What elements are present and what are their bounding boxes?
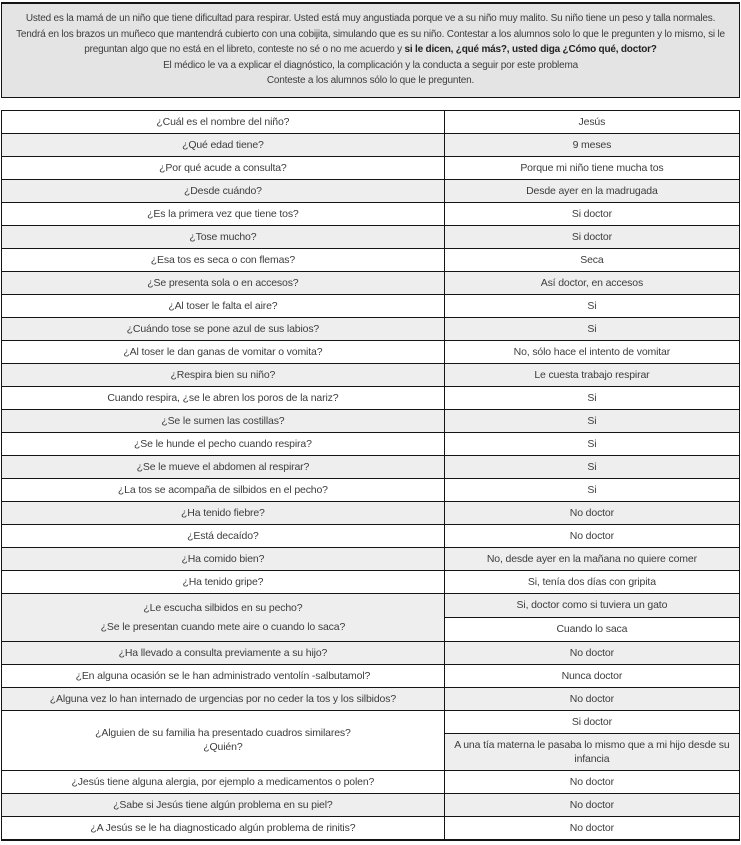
answer-cell: No doctor	[444, 501, 739, 524]
answer-cell: Jesús	[444, 110, 739, 133]
question-cell: ¿Alguna vez lo han internado de urgencias por no ceder la tos y los silbidos?	[2, 687, 445, 710]
question-cell: ¿Está decaído?	[2, 524, 445, 547]
qa-row	[2, 455, 740, 478]
qa-row	[2, 770, 740, 793]
question-cell: ¿Por qué acude a consulta?	[2, 156, 445, 179]
question-cell: ¿Se le hunde el pecho cuando respira?	[2, 432, 445, 455]
answer-cell: No doctor	[444, 524, 739, 547]
intro-line-3-normal: preguntan algo que no está en el libreto, conteste no sé o no me acuerdo y	[84, 44, 405, 55]
question-line: ¿Alguien de su familia ha presentado cuadros similares?	[95, 727, 351, 739]
answer-cell: Si	[444, 409, 739, 432]
qa-table	[1, 110, 740, 841]
answer-cell: Si doctor	[444, 202, 739, 225]
intro-line-4: El médico le va a explicar el diagnóstico, la complicación y la conducta a seguir por este problema	[163, 59, 578, 71]
qa-row	[2, 133, 740, 156]
question-cell: ¿Se presenta sola o en accesos?	[2, 271, 445, 294]
answer-cell: Así doctor, en accesos	[444, 271, 739, 294]
qa-row	[2, 409, 740, 432]
qa-row	[2, 179, 740, 202]
answer-cell: Si doctor	[444, 225, 739, 248]
answer-cell: No doctor	[444, 641, 739, 664]
answer-cell: Si doctor	[444, 710, 739, 733]
question-cell-merged	[2, 593, 445, 641]
qa-row	[2, 110, 740, 133]
qa-row	[2, 248, 740, 271]
answer-cell: 9 meses	[444, 133, 739, 156]
qa-row	[2, 317, 740, 340]
question-cell-merged	[2, 710, 445, 770]
answer-cell: No doctor	[444, 770, 739, 793]
question-cell: ¿En alguna ocasión se le han administrado ventolín -salbutamol?	[2, 664, 445, 687]
qa-row-merged	[2, 593, 740, 617]
question-cell: ¿Qué edad tiene?	[2, 133, 445, 156]
answer-cell: No doctor	[444, 816, 739, 840]
qa-row-merged	[2, 710, 740, 733]
question-cell: ¿Ha tenido gripe?	[2, 570, 445, 593]
question-cell: ¿Sabe si Jesús tiene algún problema en su piel?	[2, 793, 445, 816]
question-line: ¿Quién?	[203, 741, 243, 753]
answer-cell: No doctor	[444, 793, 739, 816]
answer-cell: No, desde ayer en la mañana no quiere comer	[444, 547, 739, 570]
answer-cell: No doctor	[444, 687, 739, 710]
answer-cell: Seca	[444, 248, 739, 271]
qa-row	[2, 386, 740, 409]
intro-line-3-bold: si le dicen, ¿qué más?, usted diga ¿Cómo qué, doctor?	[404, 44, 657, 55]
qa-row	[2, 570, 740, 593]
scenario-intro-box	[1, 2, 740, 98]
intro-line-5: Conteste a los alumnos sólo lo que le pregunten.	[266, 75, 475, 86]
answer-cell: Porque mi niño tiene mucha tos	[444, 156, 739, 179]
qa-row	[2, 547, 740, 570]
qa-row	[2, 271, 740, 294]
question-cell: ¿Respira bien su niño?	[2, 363, 445, 386]
question-cell: ¿Se le sumen las costillas?	[2, 409, 445, 432]
question-cell: ¿Al toser le dan ganas de vomitar o vomita?	[2, 340, 445, 363]
question-cell: ¿Ha tenido fiebre?	[2, 501, 445, 524]
answer-cell: Si, doctor como si tuviera un gato	[444, 593, 739, 617]
qa-row	[2, 501, 740, 524]
qa-row	[2, 524, 740, 547]
qa-row	[2, 225, 740, 248]
question-cell: ¿Es la primera vez que tiene tos?	[2, 202, 445, 225]
question-line: ¿Se le presentan cuando mete aire o cuando lo saca?	[100, 620, 346, 633]
answer-cell: Desde ayer en la madrugada	[444, 179, 739, 202]
qa-row	[2, 156, 740, 179]
qa-row	[2, 340, 740, 363]
question-cell: ¿Esa tos es seca o con flemas?	[2, 248, 445, 271]
question-line: ¿Le escucha silbidos en su pecho?	[143, 601, 303, 614]
answer-cell: Cuando lo saca	[444, 617, 739, 641]
question-cell: ¿La tos se acompaña de silbidos en el pecho?	[2, 478, 445, 501]
qa-row	[2, 363, 740, 386]
answer-cell: A una tía materna le pasaba lo mismo que a mi hijo desde su infancia	[444, 733, 739, 770]
question-cell: ¿Ha llevado a consulta previamente a su hijo?	[2, 641, 445, 664]
answer-cell: Si	[444, 455, 739, 478]
question-cell: ¿Cuál es el nombre del niño?	[2, 110, 445, 133]
answer-cell: Si	[444, 432, 739, 455]
qa-row	[2, 816, 740, 840]
question-cell: ¿Tose mucho?	[2, 225, 445, 248]
intro-line-3	[6, 42, 735, 58]
qa-row	[2, 294, 740, 317]
answer-cell: No, sólo hace el intento de vomitar	[444, 340, 739, 363]
answer-cell: Si	[444, 317, 739, 340]
qa-row	[2, 664, 740, 687]
question-cell: ¿A Jesús se le ha diagnosticado algún problema de rinitis?	[2, 816, 445, 840]
answer-cell: Si, tenía dos días con gripita	[444, 570, 739, 593]
question-cell: ¿Al toser le falta el aire?	[2, 294, 445, 317]
answer-cell: Si	[444, 294, 739, 317]
qa-table-body	[2, 110, 740, 840]
question-cell: ¿Jesús tiene alguna alergia, por ejemplo a medicamentos o polen?	[2, 770, 445, 793]
qa-row	[2, 641, 740, 664]
qa-row	[2, 687, 740, 710]
question-cell: Cuando respira, ¿se le abren los poros de la nariz?	[2, 386, 445, 409]
question-cell: ¿Cuándo tose se pone azul de sus labios?	[2, 317, 445, 340]
intro-line-2: Tendrá en los brazos un muñeco que mantendrá cubierto con una cobijita, simulando que es su niño. Contestar a los alumnos solo lo que le pregunten y lo mismo, si le	[16, 28, 725, 40]
qa-row	[2, 432, 740, 455]
question-cell: ¿Ha comido bien?	[2, 547, 445, 570]
answer-cell: Le cuesta trabajo respirar	[444, 363, 739, 386]
qa-row	[2, 793, 740, 816]
answer-cell: Si	[444, 386, 739, 409]
question-cell: ¿Desde cuándo?	[2, 179, 445, 202]
intro-line-1: Usted es la mamá de un niño que tiene dificultad para respirar. Usted está muy angustiada porque ve a su niño muy malito. Su niño tiene un peso y talla normales.	[25, 13, 716, 24]
qa-row	[2, 478, 740, 501]
question-cell: ¿Se le mueve el abdomen al respirar?	[2, 455, 445, 478]
qa-row	[2, 202, 740, 225]
answer-cell: Si	[444, 478, 739, 501]
answer-cell: Nunca doctor	[444, 664, 739, 687]
